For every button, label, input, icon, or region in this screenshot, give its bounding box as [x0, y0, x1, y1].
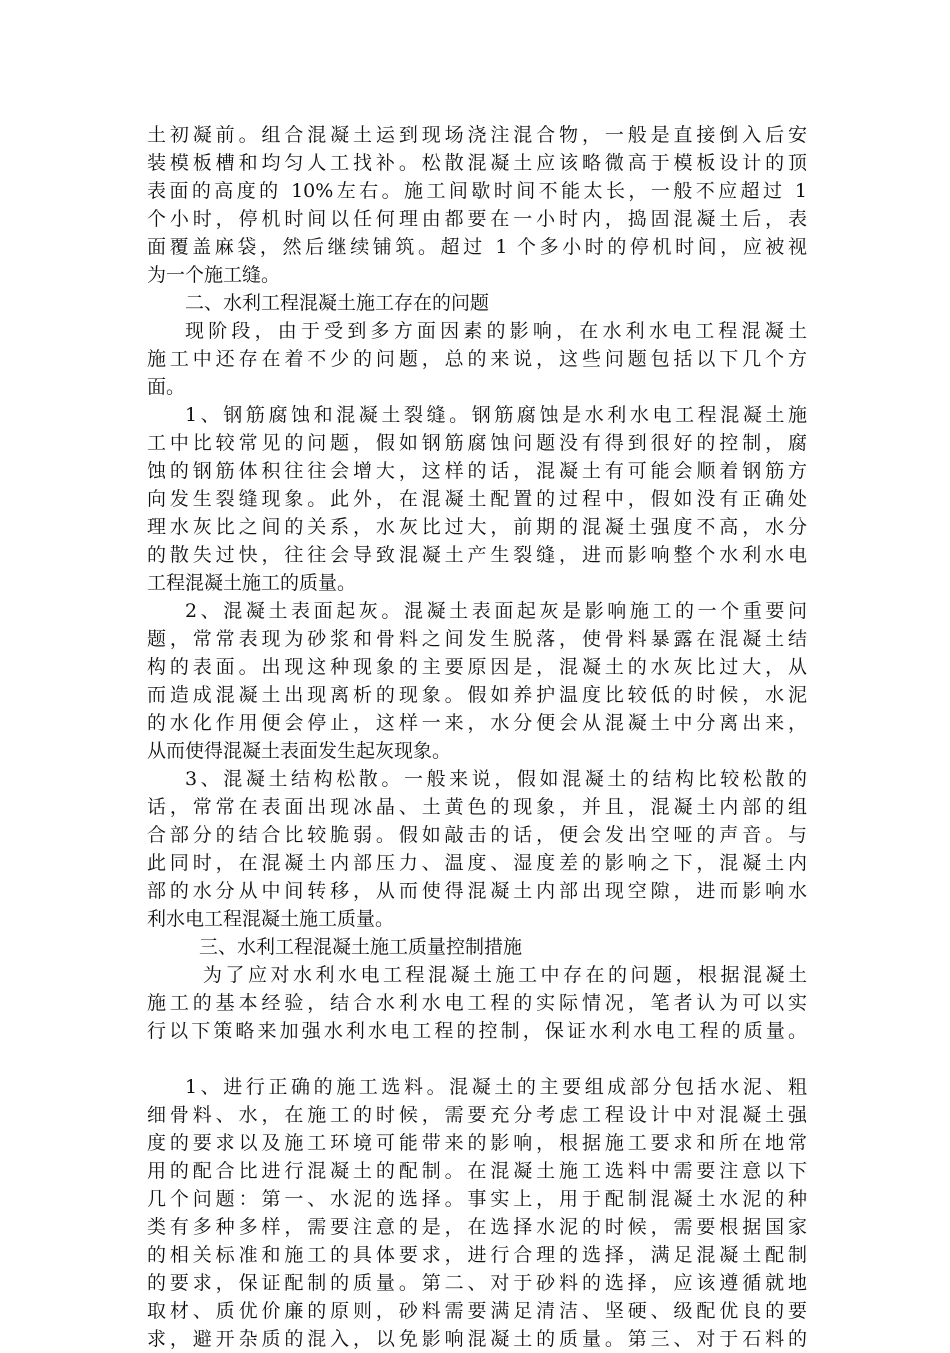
text-line: 取材、质优价廉的原则，砂料需要满足清洁、坚硬、级配优良的要 — [147, 1300, 807, 1322]
text-line: 几个问题：第一、水泥的选择。事实上，用于配制混凝土水泥的种 — [147, 1188, 807, 1210]
section-heading: 三、水利工程混凝土施工质量控制措施 — [199, 936, 523, 958]
text-line: 面覆盖麻袋，然后继续铺筑。超过 1 个多小时的停机时间，应被视 — [147, 236, 807, 258]
text-line: 话，常常在表面出现冰晶、土黄色的现象，并且，混凝土内部的组 — [147, 796, 807, 818]
text-line: 的要求，保证配制的质量。第二、对于砂料的选择，应该遵循就地 — [147, 1272, 807, 1294]
text-line: 蚀的钢筋体积往往会增大，这样的话，混凝土有可能会顺着钢筋方 — [147, 460, 807, 482]
text-line: 施工的基本经验，结合水利水电工程的实际情况，笔者认为可以实 — [147, 992, 807, 1014]
text-line: 类有多种多样，需要注意的是，在选择水泥的时候，需要根据国家 — [147, 1216, 807, 1238]
text-line: 3、混凝土结构松散。一般来说，假如混凝土的结构比较松散的 — [185, 768, 807, 790]
text-line: 个小时，停机时间以任何理由都要在一小时内，捣固混凝土后，表 — [147, 208, 807, 230]
text-line: 工程混凝土施工的质量。 — [147, 572, 357, 594]
text-line: 细骨料、水，在施工的时候，需要充分考虑工程设计中对混凝土强 — [147, 1104, 807, 1126]
text-line: 利水电工程混凝土施工质量。 — [147, 908, 395, 930]
text-line: 工中比较常见的问题，假如钢筋腐蚀问题没有得到很好的控制，腐 — [147, 432, 807, 454]
text-line: 求，避开杂质的混入，以免影响混凝土的质量。第三、对于石料的 — [147, 1328, 807, 1350]
document-body — [147, 121, 807, 1353]
text-line: 合部分的结合比较脆弱。假如敲击的话，便会发出空哑的声音。与 — [147, 824, 807, 846]
text-line: 装模板槽和均匀人工找补。松散混凝土应该略微高于模板设计的顶 — [147, 152, 807, 174]
text-line: 施工中还存在着不少的问题，总的来说，这些问题包括以下几个方 — [147, 348, 807, 370]
text-line: 理水灰比之间的关系，水灰比过大，前期的混凝土强度不高，水分 — [147, 516, 807, 538]
text-line: 而造成混凝土出现离析的现象。假如养护温度比较低的时候，水泥 — [147, 684, 807, 706]
text-line: 2、混凝土表面起灰。混凝土表面起灰是影响施工的一个重要问 — [185, 600, 807, 622]
section-heading: 二、水利工程混凝土施工存在的问题 — [185, 292, 490, 314]
text-line: 为一个施工缝。 — [147, 264, 281, 286]
text-line: 度的要求以及施工环境可能带来的影响，根据施工要求和所在地常 — [147, 1132, 807, 1154]
text-line: 构的表面。出现这种现象的主要原因是，混凝土的水灰比过大，从 — [147, 656, 807, 678]
text-line: 行以下策略来加强水利水电工程的控制，保证水利水电工程的质量。 — [147, 1020, 807, 1042]
text-line: 的散失过快，往往会导致混凝土产生裂缝，进而影响整个水利水电 — [147, 544, 807, 566]
text-line: 1、钢筋腐蚀和混凝土裂缝。钢筋腐蚀是水利水电工程混凝土施 — [185, 404, 807, 426]
text-line: 部的水分从中间转移，从而使得混凝土内部出现空隙，进而影响水 — [147, 880, 807, 902]
text-line: 现阶段，由于受到多方面因素的影响，在水利水电工程混凝土 — [185, 320, 807, 342]
text-line: 用的配合比进行混凝土的配制。在混凝土施工选料中需要注意以下 — [147, 1160, 807, 1182]
text-line: 表面的高度的 10%左右。施工间歇时间不能太长，一般不应超过 1 — [147, 180, 807, 202]
text-line: 此同时，在混凝土内部压力、温度、湿度差的影响之下，混凝土内 — [147, 852, 807, 874]
text-line: 的相关标准和施工的具体要求，进行合理的选择，满足混凝土配制 — [147, 1244, 807, 1266]
text-line: 的水化作用便会停止，这样一来，水分便会从混凝土中分离出来， — [147, 712, 807, 734]
text-line: 土初凝前。组合混凝土运到现场浇注混合物，一般是直接倒入后安 — [147, 124, 807, 146]
text-line: 为了应对水利水电工程混凝土施工中存在的问题，根据混凝土 — [203, 964, 807, 986]
blank-line — [147, 1045, 807, 1073]
text-line: 面。 — [147, 376, 186, 398]
text-line: 向发生裂缝现象。此外，在混凝土配置的过程中，假如没有正确处 — [147, 488, 807, 510]
text-line: 从而使得混凝土表面发生起灰现象。 — [147, 740, 452, 762]
text-line: 1、进行正确的施工选料。混凝土的主要组成部分包括水泥、粗 — [185, 1076, 807, 1098]
text-line: 题，常常表现为砂浆和骨料之间发生脱落，使骨料暴露在混凝土结 — [147, 628, 807, 650]
